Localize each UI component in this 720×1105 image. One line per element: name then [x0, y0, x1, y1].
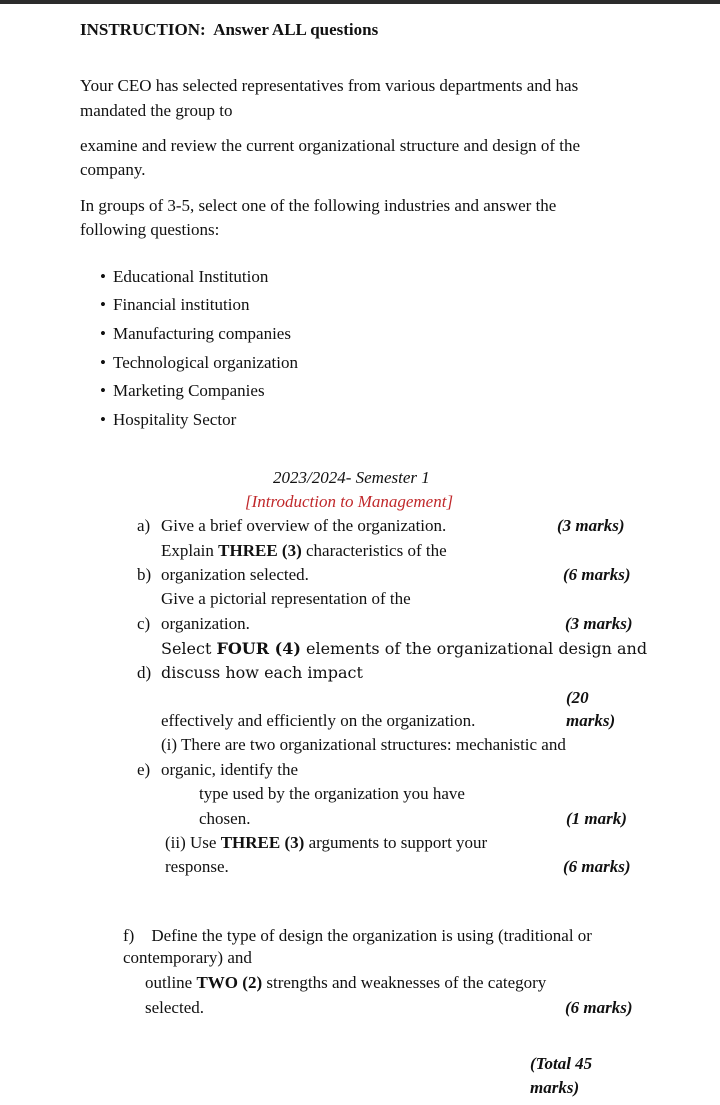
question-d-line-2: discuss how each impact [161, 663, 363, 682]
instruction-line [80, 18, 378, 42]
industry-label: Technological organization [113, 353, 298, 372]
question-e-line-4: chosen. [199, 809, 251, 828]
question-e-label: e) [137, 760, 151, 779]
question-a-text: Give a brief overview of the organization. [161, 516, 447, 535]
industry-label: Educational Institution [113, 267, 269, 286]
question-c-label: c) [137, 614, 151, 633]
question-e-marks-i: (1 mark) [566, 809, 627, 828]
total-marks-line-2: marks) [530, 1078, 580, 1097]
course-title: [Introduction to Management] [245, 492, 454, 511]
top-border [0, 0, 720, 4]
question-c-marks: (3 marks) [565, 614, 633, 633]
intro-line-4: company. [80, 160, 146, 179]
question-f-line-2: contemporary) and [123, 948, 252, 967]
list-item: • Financial institution [100, 295, 250, 314]
intro-line-2: mandated the group to [80, 101, 233, 120]
question-d-line-3: effectively and efficiently on the organization. [161, 711, 476, 730]
industry-label: Manufacturing companies [113, 324, 291, 343]
question-e-line-2: organic, identify the [161, 760, 299, 779]
question-e-ii-line-1: (ii) Use THREE (3) arguments to support your [165, 833, 488, 852]
list-item: • Hospitality Sector [100, 410, 237, 429]
question-d-label: d) [137, 663, 152, 682]
question-f-line-1: f) Define the type of design the organization is using (traditional or [123, 926, 592, 945]
question-e-line-3: type used by the organization you have [199, 784, 465, 803]
question-f-line-3: outline TWO (2) strengths and weaknesses of the category [145, 973, 547, 992]
industry-label: Financial institution [113, 295, 250, 314]
intro-line-3: examine and review the current organizational structure and design of the [80, 136, 581, 155]
intro-line-6: following questions: [80, 220, 220, 239]
question-e-marks-ii: (6 marks) [563, 857, 631, 876]
intro-line-1: Your CEO has selected representatives from various departments and has [80, 76, 579, 95]
question-a-marks: (3 marks) [557, 516, 625, 535]
industry-label: Hospitality Sector [113, 410, 237, 429]
question-e-line-1: (i) There are two organizational structures: mechanistic and [161, 735, 566, 754]
question-b-label: b) [137, 565, 152, 584]
list-item: • Marketing Companies [100, 381, 265, 400]
instruction-prefix: INSTRUCTION: [80, 20, 206, 39]
question-f-marks: (6 marks) [565, 998, 633, 1017]
question-d-marks-1: (20 [566, 688, 589, 707]
question-b-line-2: organization selected. [161, 565, 309, 584]
question-d-marks-2: marks) [566, 711, 616, 730]
question-c-line-2: organization. [161, 614, 250, 633]
question-f-line-4: selected. [145, 998, 204, 1017]
question-a-label: a) [137, 516, 151, 535]
question-d-line-1: Select FOUR (4) elements of the organizational design and [161, 639, 648, 658]
total-marks-line-1: (Total 45 [530, 1054, 593, 1073]
instruction-text: Answer ALL questions [213, 20, 379, 39]
question-e-ii-line-2: response. [165, 857, 229, 876]
question-b-marks: (6 marks) [563, 565, 631, 584]
industry-label: Marketing Companies [113, 381, 265, 400]
question-c-line-1: Give a pictorial representation of the [161, 589, 411, 608]
question-b-line-1: Explain THREE (3) characteristics of the [161, 541, 447, 560]
list-item: • Technological organization [100, 353, 298, 372]
list-item: • Educational Institution [100, 267, 269, 286]
semester-heading: 2023/2024- Semester 1 [273, 468, 430, 487]
list-item: • Manufacturing companies [100, 324, 291, 343]
intro-line-5: In groups of 3-5, select one of the following industries and answer the [80, 196, 557, 215]
